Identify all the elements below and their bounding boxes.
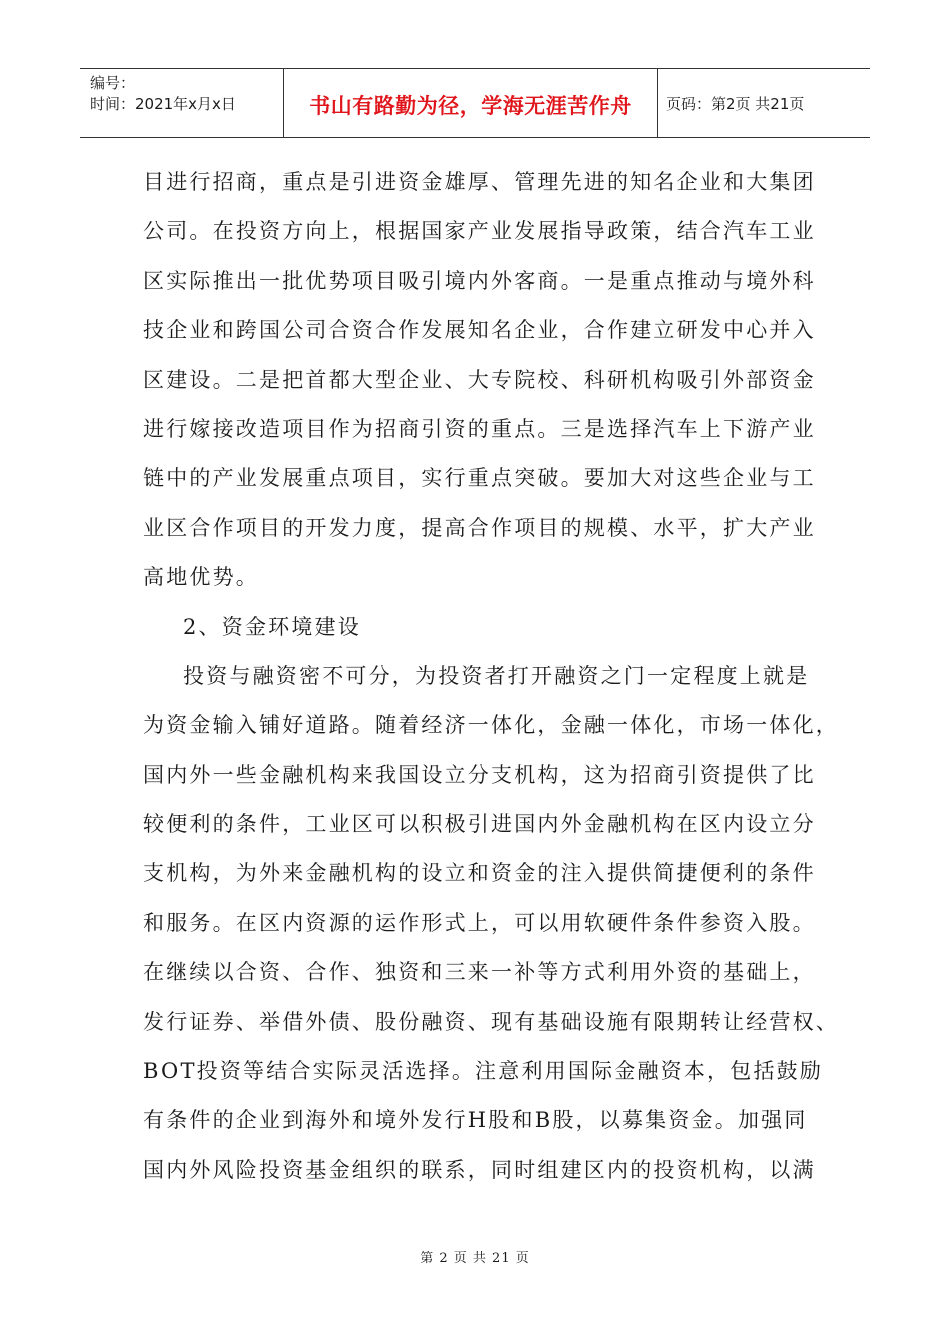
body-line: 较便利的条件，工业区可以积极引进国内外金融机构在区内设立分	[143, 812, 816, 837]
section-heading: 2、资金环境建设	[183, 614, 361, 639]
body-line: BOT投资等结合实际灵活选择。注意利用国际金融资本，包括鼓励	[143, 1059, 824, 1084]
body-line: 高地优势。	[143, 565, 259, 590]
body-line: 为资金输入铺好道路。随着经济一体化，金融一体化，市场一体化，	[143, 713, 839, 738]
body-line: 公司。在投资方向上，根据国家产业发展指导政策，结合汽车工业	[143, 219, 816, 244]
header-motto-cell	[284, 69, 658, 137]
header-motto: 书山有路勤为径，学海无涯苦作舟	[309, 94, 632, 118]
document-time-label: 时间：2021年x月x日	[90, 95, 236, 113]
body-line: 技企业和跨国公司合资合作发展知名企业，合作建立研发中心并入	[143, 318, 816, 343]
body-line: 区建设。二是把首都大型企业、大专院校、科研机构吸引外部资金	[143, 367, 816, 392]
body-line: 有条件的企业到海外和境外发行H股和B股，以募集资金。加强同	[143, 1108, 808, 1133]
body-line: 国内外风险投资基金组织的联系，同时组建区内的投资机构，以满	[143, 1157, 816, 1182]
header-page-cell	[658, 69, 870, 137]
body-line: 目进行招商，重点是引进资金雄厚、管理先进的知名企业和大集团	[143, 170, 816, 194]
body-line: 业区合作项目的开发力度，提高合作项目的规模、水平，扩大产业	[143, 515, 816, 540]
body-line: 国内外一些金融机构来我国设立分支机构，这为招商引资提供了比	[143, 762, 816, 787]
body-line: 支机构，为外来金融机构的设立和资金的注入提供简捷便利的条件	[143, 861, 816, 886]
body-line: 发行证券、举借外债、股份融资、现有基础设施有限期转让经营权、	[143, 1009, 839, 1034]
header-page-number: 页码：第2页 共21页	[666, 94, 805, 113]
body-line: 在继续以合资、合作、独资和三来一补等方式利用外资的基础上，	[143, 960, 816, 985]
body-line: 和服务。在区内资源的运作形式上，可以用软硬件条件参资入股。	[143, 910, 816, 935]
body-line: 区实际推出一批优势项目吸引境内外客商。一是重点推动与境外科	[143, 268, 816, 293]
document-body	[143, 158, 839, 1195]
header-meta-cell	[80, 69, 284, 137]
page-footer: 第 2 页 共 21 页	[420, 1251, 530, 1266]
body-line: 链中的产业发展重点项目，实行重点突破。要加大对这些企业与工	[143, 466, 816, 491]
document-number-label: 编号：	[90, 74, 136, 92]
body-line: 投资与融资密不可分，为投资者打开融资之门一定程度上就是	[183, 663, 810, 688]
body-line: 进行嫁接改造项目作为招商引资的重点。三是选择汽车上下游产业	[143, 416, 816, 441]
document-header	[80, 68, 870, 138]
